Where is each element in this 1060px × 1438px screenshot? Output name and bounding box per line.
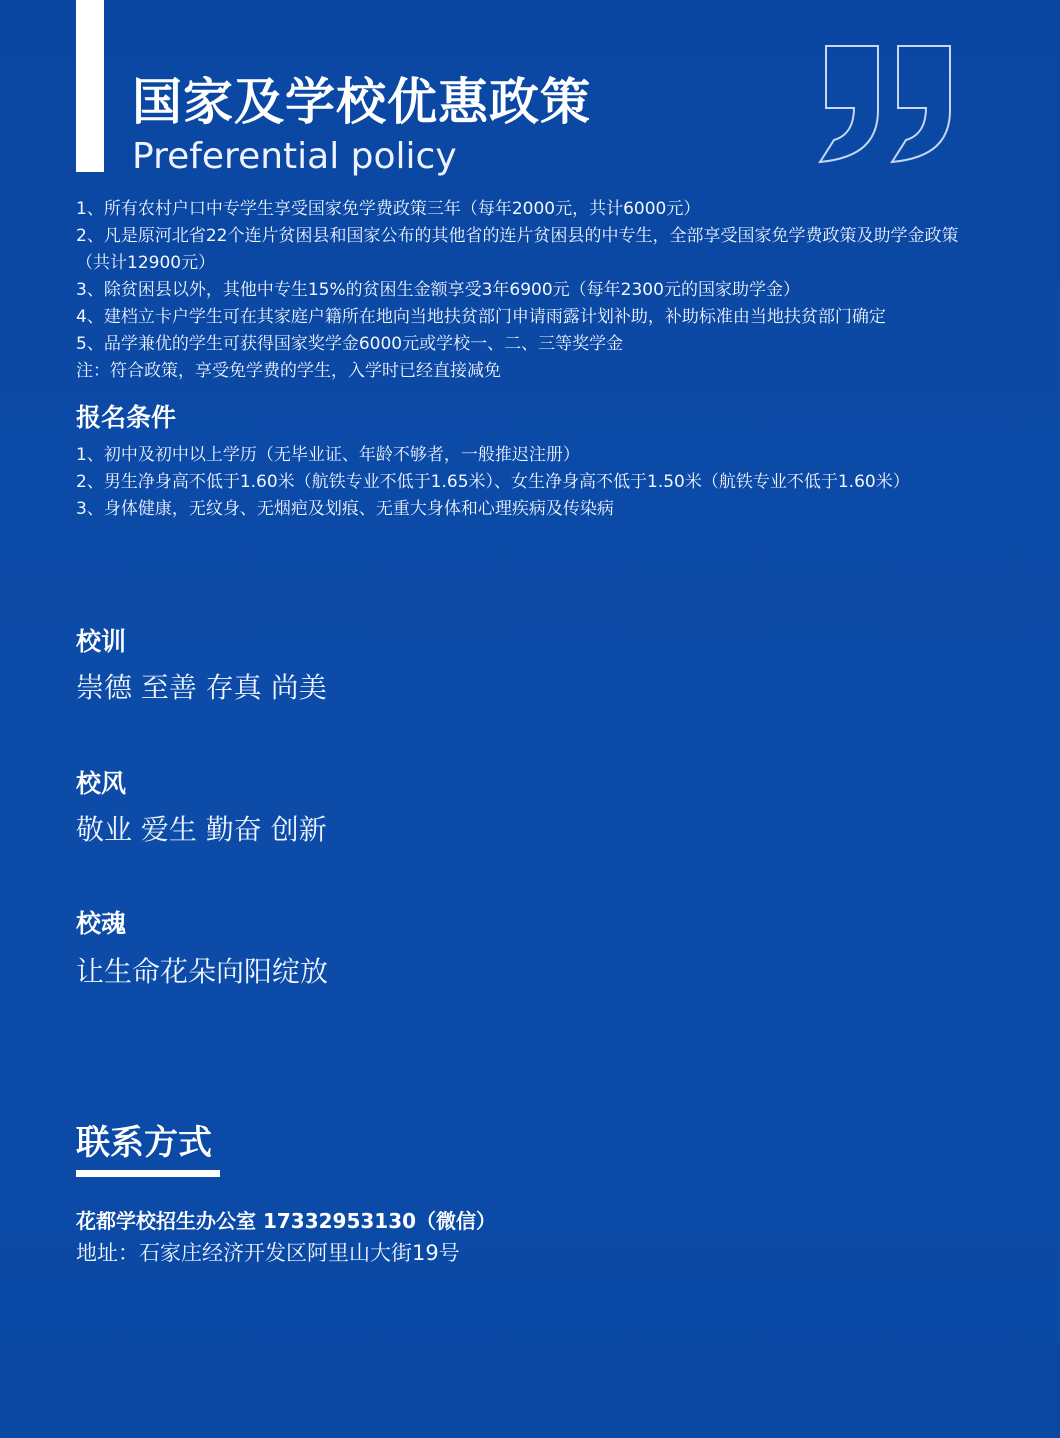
accent-bar (76, 0, 104, 172)
page-subtitle: Preferential policy (132, 136, 457, 177)
policy-item-1: 1、所有农村户口中专学生享受国家免学费政策三年（每年2000元，共计6000元） (76, 199, 701, 219)
policy-item-3: 3、除贫困县以外，其他中专生15%的贫困生金额享受3年6900元（每年2300元的国家助学金） (76, 280, 800, 300)
enrollment-heading: 报名条件 (76, 403, 177, 432)
school-style-label: 校风 (76, 769, 127, 798)
enrollment-list (76, 442, 976, 523)
quote-mark-icon (814, 44, 958, 168)
policy-item-4: 4、建档立卡户学生可在其家庭户籍所在地向当地扶贫部门申请雨露计划补助，补助标准由当地扶贫部门确定 (76, 307, 886, 327)
school-motto-label: 校训 (76, 627, 127, 656)
enrollment-item-1: 1、初中及初中以上学历（无毕业证、年龄不够者，一般推迟注册） (76, 445, 580, 465)
school-style-text: 敬业 爱生 勤奋 创新 (76, 813, 327, 846)
school-spirit-label: 校魂 (76, 909, 127, 938)
policy-note: 注：符合政策，享受免学费的学生，入学时已经直接减免 (76, 361, 501, 381)
school-spirit-text: 让生命花朵向阳绽放 (76, 955, 329, 988)
contact-underline (76, 1170, 220, 1177)
page-title: 国家及学校优惠政策 (132, 73, 591, 131)
enrollment-item-2: 2、男生净身高不低于1.60米（航铁专业不低于1.65米）、女生净身高不低于1.50米（航铁专业不低于1.60米） (76, 472, 910, 492)
contact-office: 花都学校招生办公室 17332953130（微信） (76, 1209, 497, 1233)
school-motto-text: 崇德 至善 存真 尚美 (76, 671, 327, 704)
contact-address: 地址：石家庄经济开发区阿里山大街19号 (76, 1241, 460, 1265)
enrollment-item-3: 3、身体健康，无纹身、无烟疤及划痕、无重大身体和心理疾病及传染病 (76, 499, 614, 519)
policy-item-5: 5、品学兼优的学生可获得国家奖学金6000元或学校一、二、三等奖学金 (76, 334, 624, 354)
policy-list (76, 196, 976, 385)
contact-heading: 联系方式 (76, 1123, 212, 1163)
policy-item-2: 2、凡是原河北省22个连片贫困县和国家公布的其他省的连片贫困县的中专生，全部享受国家免学费政策及助学金政策（共计12900元） (76, 226, 959, 273)
